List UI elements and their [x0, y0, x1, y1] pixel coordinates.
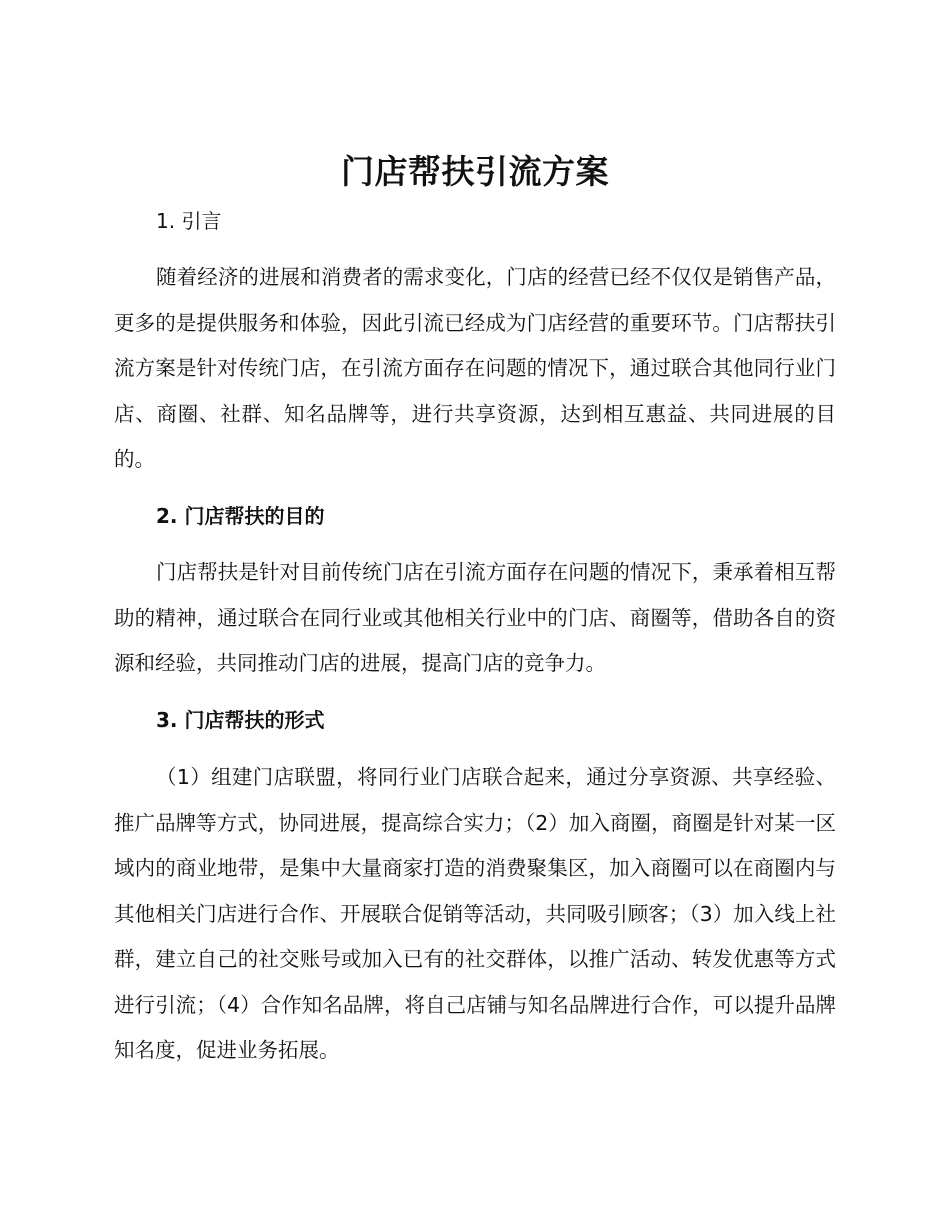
section-paragraph-purpose: 门店帮扶是针对目前传统门店在引流方面存在问题的情况下，秉承着相互帮助的精神，通过联合在同行业或其他相关行业中的门店、商圈等，借助各自的资源和经验，共同推动门店的进展，提高门店的竞争力。	[114, 560, 836, 675]
section-paragraph-forms: （1）组建门店联盟，将同行业门店联合起来，通过分享资源、共享经验、推广品牌等方式，协同进展，提高综合实力；（2）加入商圈，商圈是针对某一区域内的商业地带，是集中大量商家打造的消费聚集区，加入商圈可以在商圈内与其他相关门店进行合作、开展联合促销等活动，共同吸引顾客；（3）加入线上社群，建立自己的社交账号或加入已有的社交群体，以推广活动、转发优惠等方式进行引流；（4）合作知名品牌，将自己店铺与知名品牌进行合作，可以提升品牌知名度，促进业务拓展。	[114, 765, 836, 1062]
section-heading-purpose: 2. 门店帮扶的目的	[156, 504, 325, 528]
document-title: 门店帮扶引流方案	[341, 152, 609, 191]
section-paragraph-introduction: 随着经济的进展和消费者的需求变化，门店的经营已经不仅仅是销售产品，更多的是提供服务和体验，因此引流已经成为门店经营的重要环节。门店帮扶引流方案是针对传统门店，在引流方面存在问题的情况下，通过联合其他同行业门店、商圈、社群、知名品牌等，进行共享资源，达到相互惠益、共同进展的目的。	[114, 265, 836, 471]
section-heading-forms: 3. 门店帮扶的形式	[156, 708, 325, 732]
section-heading-introduction: 1. 引言	[156, 209, 222, 233]
